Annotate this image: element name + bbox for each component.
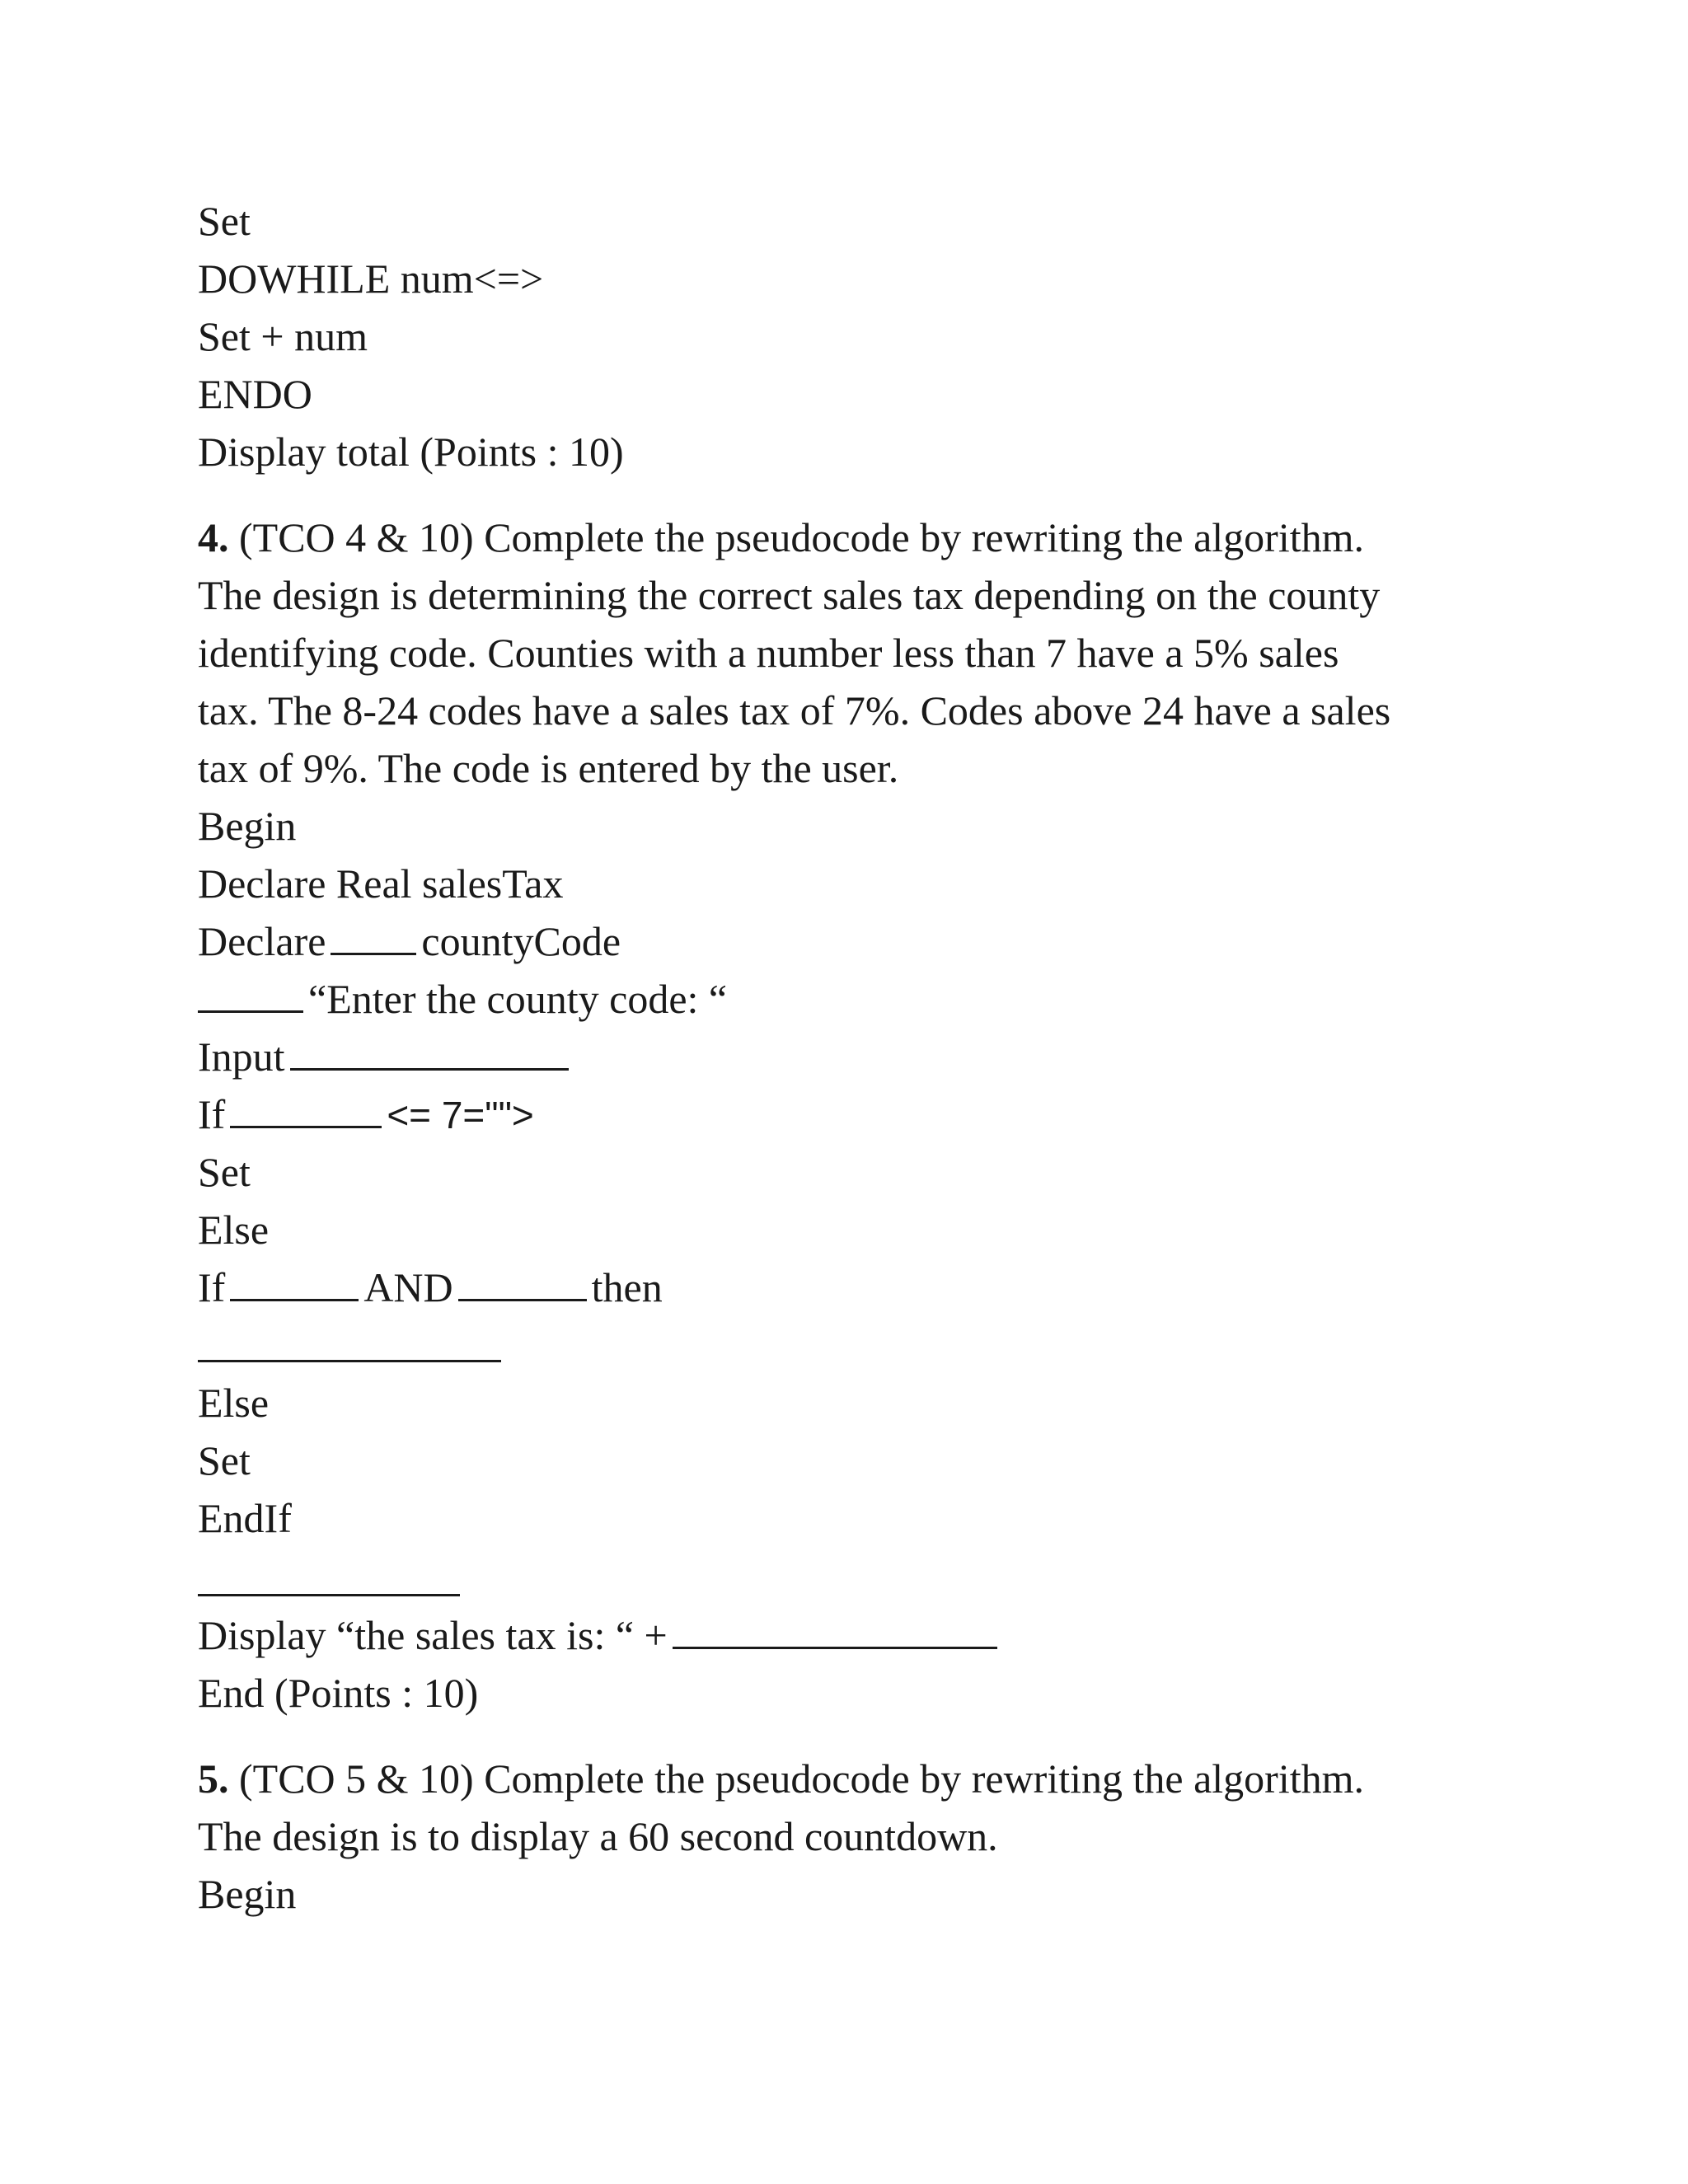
q4-prompt-line-2: The design is determining the correct sales tax depending on the county (198, 572, 1381, 618)
q4-if2-keyword: If (198, 1264, 226, 1310)
q4-blank-input-var[interactable] (290, 1032, 569, 1071)
q4-code-set-1: Set (198, 1149, 251, 1195)
q4-code-declare-real: Declare Real salesTax (198, 860, 564, 907)
q4-code-else-1: Else (198, 1207, 270, 1253)
q4-code-set-2: Set (198, 1437, 251, 1483)
q4-if-keyword: If (198, 1091, 226, 1137)
q5-code-begin: Begin (198, 1871, 297, 1917)
q4-then-keyword: then (591, 1264, 663, 1310)
q4-blank-display-keyword[interactable] (198, 974, 303, 1013)
q4-code-else-2: Else (198, 1380, 270, 1426)
q4-blank-if2-cond-1[interactable] (230, 1263, 359, 1301)
q4-code-prompt (198, 974, 727, 1024)
q4-prompt-line-5: tax of 9%. The code is entered by the user. (198, 745, 899, 791)
q4-code-end: End (Points : 10) (198, 1670, 479, 1716)
q3-line-set-num: Set + num (198, 313, 368, 359)
q4-code-endif: EndIf (198, 1495, 292, 1541)
q4-blank-if-var[interactable] (230, 1090, 382, 1128)
q4-declare-keyword: Declare (198, 918, 326, 964)
q5-prompt-line-1 (198, 1754, 1364, 1803)
q4-blank-endif-2[interactable] (198, 1594, 460, 1596)
q4-prompt-text-1: (TCO 4 & 10) Complete the pseudocode by rewriting the algorithm. (228, 514, 1364, 560)
q4-prompt-line-4: tax. The 8-24 codes have a sales tax of 7%. Codes above 24 have a sales (198, 687, 1391, 733)
q4-blank-set-7pct[interactable] (198, 1360, 501, 1362)
q4-enter-prompt: “Enter the county code: “ (308, 976, 728, 1022)
q4-blank-display-var[interactable] (673, 1610, 997, 1649)
q3-line-display-total: Display total (Points : 10) (198, 429, 624, 475)
q4-number: 4. (198, 514, 229, 560)
q4-if-cond-tail: <= 7=""> (387, 1094, 534, 1137)
q4-prompt-line-3: identifying code. Counties with a number less than 7 have a 5% sales (198, 630, 1339, 676)
q4-code-display (198, 1610, 1002, 1660)
q4-code-if (198, 1090, 534, 1140)
q4-blank-if2-cond-2[interactable] (458, 1263, 587, 1301)
q5-prompt-line-2: The design is to display a 60 second countdown. (198, 1813, 998, 1859)
q3-line-set: Set (198, 198, 251, 244)
q5-number: 5. (198, 1755, 229, 1802)
q4-blank-type[interactable] (331, 916, 416, 955)
q3-line-endo: ENDO (198, 371, 312, 417)
q4-prompt-line-1 (198, 513, 1364, 562)
q4-countycode-label: countyCode (421, 918, 621, 964)
q4-input-keyword: Input (198, 1033, 285, 1080)
q4-code-begin: Begin (198, 803, 297, 849)
q4-display-text: Display “the sales tax is: “ + (198, 1612, 668, 1658)
q5-prompt-text-1: (TCO 5 & 10) Complete the pseudocode by rewriting the algorithm. (228, 1755, 1364, 1802)
q4-code-input (198, 1032, 574, 1081)
q4-and-keyword: AND (363, 1264, 453, 1310)
q3-line-dowhile: DOWHILE num<=> (198, 255, 544, 302)
q4-code-declare-countycode (198, 916, 621, 966)
q4-code-if-and (198, 1263, 663, 1312)
